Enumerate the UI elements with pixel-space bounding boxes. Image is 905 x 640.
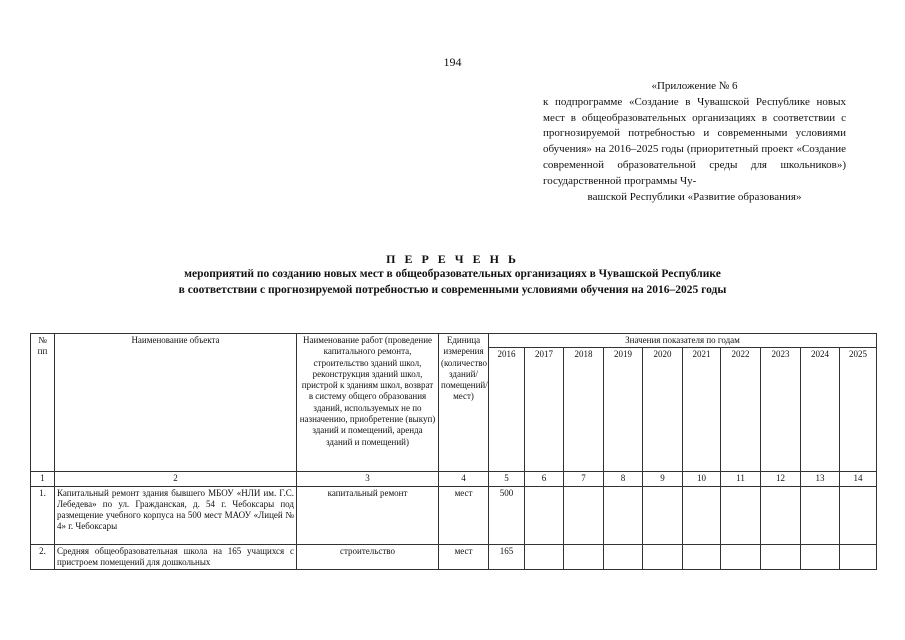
- row-object-text: Средняя общеобразовательная школа на 165 учащихся с пристроем помещений для дошкольных: [57, 545, 294, 567]
- column-number: 7: [564, 472, 604, 486]
- row-object: [55, 544, 297, 569]
- subtitle-line-2: в соответствии с прогнозируемой потребностью и современными условиями обучения на 2016–2025 годы: [178, 284, 727, 296]
- column-number: 6: [525, 472, 564, 486]
- row-value: [564, 544, 604, 569]
- row-value: [643, 544, 683, 569]
- row-unit: мест: [439, 544, 489, 569]
- subtitle-line-1: мероприятий по созданию новых мест в общеобразовательных организациях в Чувашской Республике: [184, 268, 721, 280]
- row-value: [840, 544, 877, 569]
- header-unit: Единица измерения (количество зданий/ помещений/ мест): [439, 334, 489, 472]
- column-number: 4: [439, 472, 489, 486]
- header-year: 2019: [604, 348, 643, 472]
- row-value: [721, 486, 761, 544]
- row-value: [643, 486, 683, 544]
- page-number: 194: [443, 55, 462, 69]
- appendix-heading: «Приложение № 6: [651, 80, 738, 92]
- header-year: 2023: [761, 348, 801, 472]
- column-number: 9: [643, 472, 683, 486]
- header-year: 2020: [643, 348, 683, 472]
- row-object: Капитальный ремонт здания бывшего МБОУ «НЛИ им. Г.С. Лебедева» по ул. Гражданская, д. 54 г. Чебоксары под размещение учебного корпуса на 500 мест МАОУ «Лицей № 4» г. Чебоксары: [55, 486, 297, 544]
- table-row: [31, 544, 877, 569]
- row-value: [721, 544, 761, 569]
- appendix-note: [543, 79, 846, 205]
- appendix-last-line: вашской Республики «Развитие образования»: [587, 190, 802, 203]
- column-number: 10: [683, 472, 721, 486]
- table-row: [31, 486, 877, 544]
- header-year: 2017: [525, 348, 564, 472]
- row-value: [761, 544, 801, 569]
- row-num: 1.: [31, 486, 55, 544]
- row-value: [525, 544, 564, 569]
- header-year: 2025: [840, 348, 877, 472]
- header-year: 2016: [489, 348, 525, 472]
- column-number: 13: [801, 472, 840, 486]
- row-value: [801, 544, 840, 569]
- document-title: П Е Р Е Ч Е Н Ь: [386, 252, 519, 266]
- row-value: [683, 544, 721, 569]
- column-number: 5: [489, 472, 525, 486]
- header-year: 2021: [683, 348, 721, 472]
- header-year: 2022: [721, 348, 761, 472]
- row-value: [604, 486, 643, 544]
- row-value: [801, 486, 840, 544]
- row-value: [564, 486, 604, 544]
- header-values-by-year: Значения показателя по годам: [489, 334, 877, 348]
- column-number: 1: [31, 472, 55, 486]
- header-object: Наименование объекта: [55, 334, 297, 472]
- row-value: [525, 486, 564, 544]
- row-value: [604, 544, 643, 569]
- header-year: 2024: [801, 348, 840, 472]
- column-number: 14: [840, 472, 877, 486]
- column-number: 3: [297, 472, 439, 486]
- header-works: Наименование работ (проведение капитального ремонта, строительство зданий школ, реконструкция зданий школ, пристрой к зданиям школ, возврат в систему общего образования зданий, используемых не по назначению, приобретение (выкуп) зданий и помещений, аренда зданий и помещений): [297, 334, 439, 472]
- row-value: [683, 486, 721, 544]
- row-num: 2.: [31, 544, 55, 569]
- measures-table: [30, 333, 877, 570]
- row-value: [761, 486, 801, 544]
- row-unit: мест: [439, 486, 489, 544]
- appendix-body: к подпрограмме «Создание в Чувашской Республике новых мест в общеобразовательных организациях в соответствии с прогнозируемой потребностью и современными условиями обучения» на 2016–2025 годы (приоритетный проект «Создание современной образовательной среды для школьников») государственной программы Чу-: [543, 95, 846, 187]
- row-value: 165: [489, 544, 525, 569]
- column-number: 8: [604, 472, 643, 486]
- column-number: 2: [55, 472, 297, 486]
- header-num: № пп: [31, 334, 55, 472]
- column-number: 11: [721, 472, 761, 486]
- row-work: капитальный ремонт: [297, 486, 439, 544]
- row-value: 500: [489, 486, 525, 544]
- column-number: 12: [761, 472, 801, 486]
- document-subtitle: [0, 266, 905, 298]
- row-value: [840, 486, 877, 544]
- header-year: 2018: [564, 348, 604, 472]
- row-work: строительство: [297, 544, 439, 569]
